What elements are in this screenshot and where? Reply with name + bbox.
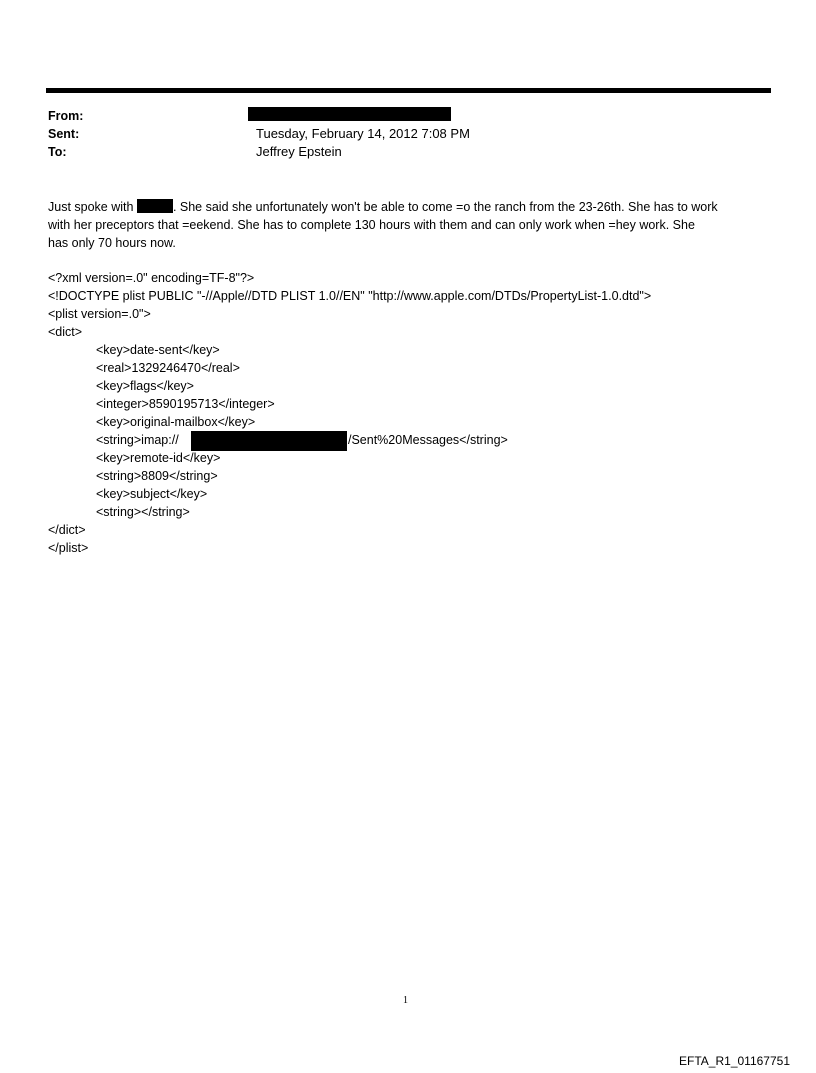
- sent-value: Tuesday, February 14, 2012 7:08 PM: [256, 126, 470, 141]
- bates-number: EFTA_R1_01167751: [679, 1054, 790, 1068]
- plist-open: <plist version=.0">: [48, 307, 151, 321]
- doctype-line: <!DOCTYPE plist PUBLIC "-//Apple//DTD PLIST 1.0//EN" "http://www.apple.com/DTDs/PropertyList-1.0.dtd">: [48, 289, 652, 303]
- to-label: To:: [48, 145, 67, 159]
- plist-entry: <key>remote-id</key>: [96, 451, 221, 465]
- plist-entry: <key>original-mailbox</key>: [96, 415, 256, 429]
- message-line-1-end: . She said she unfortunately won't be able to come =o the ranch from the 23-26th. She has to work: [172, 200, 718, 214]
- plist-entry-mailbox: <string>imap://: [96, 433, 179, 447]
- xml-declaration: <?xml version=.0" encoding=TF-8"?>: [48, 271, 255, 285]
- message-line-2: with her preceptors that =eekend. She has to complete 130 hours with them and can only work when =hey work. She: [48, 218, 695, 232]
- message-line-1-start: Just spoke with: [48, 200, 137, 214]
- mailbox-suffix: /Sent%20Messages</string>: [348, 433, 508, 447]
- plist-entry: <key>subject</key>: [96, 487, 208, 501]
- plist-entry: <string>8809</string>: [96, 469, 218, 483]
- name-redaction: [137, 199, 173, 213]
- from-label: From:: [48, 109, 84, 123]
- mailbox-redaction: [191, 431, 347, 451]
- plist-entry: <key>date-sent</key>: [96, 343, 220, 357]
- to-value: Jeffrey Epstein: [256, 144, 342, 159]
- page-number: 1: [403, 995, 408, 1006]
- dict-close: </dict>: [48, 523, 86, 537]
- plist-entry: <real>1329246470</real>: [96, 361, 240, 375]
- plist-entry: <integer>8590195713</integer>: [96, 397, 275, 411]
- plist-close: </plist>: [48, 541, 89, 555]
- header-rule: [46, 88, 771, 93]
- message-line-1: [48, 198, 778, 216]
- from-redaction: [248, 107, 451, 121]
- message-line-3: has only 70 hours now.: [48, 236, 176, 250]
- sent-label: Sent:: [48, 127, 80, 141]
- plist-entry: <key>flags</key>: [96, 379, 194, 393]
- plist-entry: <string></string>: [96, 505, 190, 519]
- dict-open: <dict>: [48, 325, 83, 339]
